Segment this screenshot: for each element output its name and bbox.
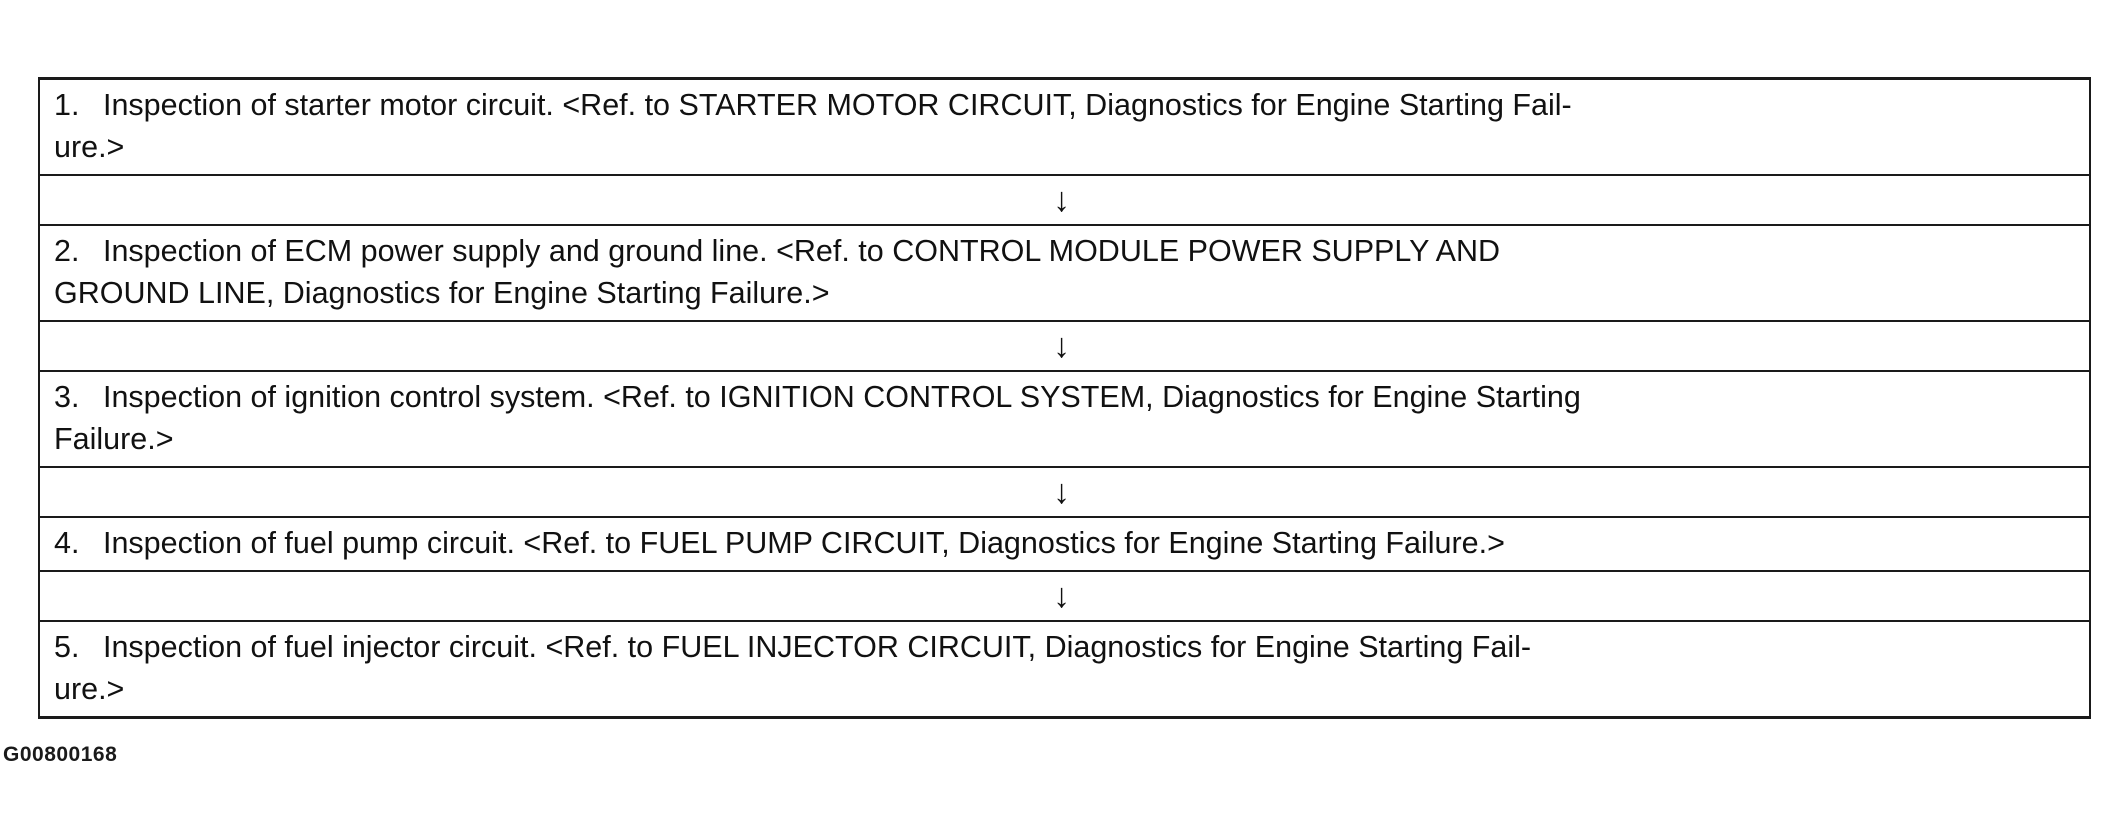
inspection-flowchart (38, 77, 2091, 719)
figure-id-label: G00800168 (3, 743, 118, 766)
step-text-2 (54, 230, 1894, 314)
step-line2-2: GROUND LINE, Diagnostics for Engine Starting Failure.> (54, 276, 830, 310)
step-line2-3: Failure.> (54, 422, 174, 456)
arrow-row-4 (39, 571, 2090, 621)
step-box-1 (39, 79, 2090, 176)
step-text-4 (54, 522, 1894, 564)
step-line1-4: Inspection of fuel pump circuit. <Ref. to FUEL PUMP CIRCUIT, Diagnostics for Engine Starting Failure.> (103, 526, 1505, 560)
flow-arrow-cell (39, 467, 2090, 517)
step-number-1: 1. (54, 88, 80, 122)
step-line1-1: Inspection of starter motor circuit. <Ref. to STARTER MOTOR CIRCUIT, Diagnostics for Engine Starting Fail- (103, 88, 1572, 122)
step-number-5: 5. (54, 630, 80, 664)
down-arrow-icon: ↓ (1053, 577, 1070, 615)
down-arrow-icon: ↓ (1053, 181, 1070, 219)
step-line2-5: ure.> (54, 672, 125, 706)
step-line1-3: Inspection of ignition control system. <Ref. to IGNITION CONTROL SYSTEM, Diagnostics for Engine Starting (103, 380, 1581, 414)
step-box-5 (39, 621, 2090, 718)
step-line1-2: Inspection of ECM power supply and ground line. <Ref. to CONTROL MODULE POWER SUPPLY AND (103, 234, 1501, 268)
step-number-2: 2. (54, 234, 80, 268)
step-box-2 (39, 225, 2090, 321)
step-box-3 (39, 371, 2090, 467)
step-row-3 (39, 371, 2090, 467)
flow-arrow-cell (39, 321, 2090, 371)
step-line2-1: ure.> (54, 130, 125, 164)
step-row-5 (39, 621, 2090, 718)
step-row-4 (39, 517, 2090, 571)
step-text-3 (54, 376, 1894, 460)
flow-arrow-cell (39, 175, 2090, 225)
step-row-1 (39, 79, 2090, 176)
arrow-row-2 (39, 321, 2090, 371)
arrow-row-3 (39, 467, 2090, 517)
step-text-1 (54, 84, 1894, 168)
step-number-4: 4. (54, 526, 80, 560)
step-line1-5: Inspection of fuel injector circuit. <Ref. to FUEL INJECTOR CIRCUIT, Diagnostics for Engine Starting Fail- (103, 630, 1532, 664)
down-arrow-icon: ↓ (1053, 327, 1070, 365)
step-number-3: 3. (54, 380, 80, 414)
step-text-5 (54, 626, 1894, 710)
step-box-4 (39, 517, 2090, 571)
down-arrow-icon: ↓ (1053, 473, 1070, 511)
arrow-row-1 (39, 175, 2090, 225)
flow-arrow-cell (39, 571, 2090, 621)
step-row-2 (39, 225, 2090, 321)
